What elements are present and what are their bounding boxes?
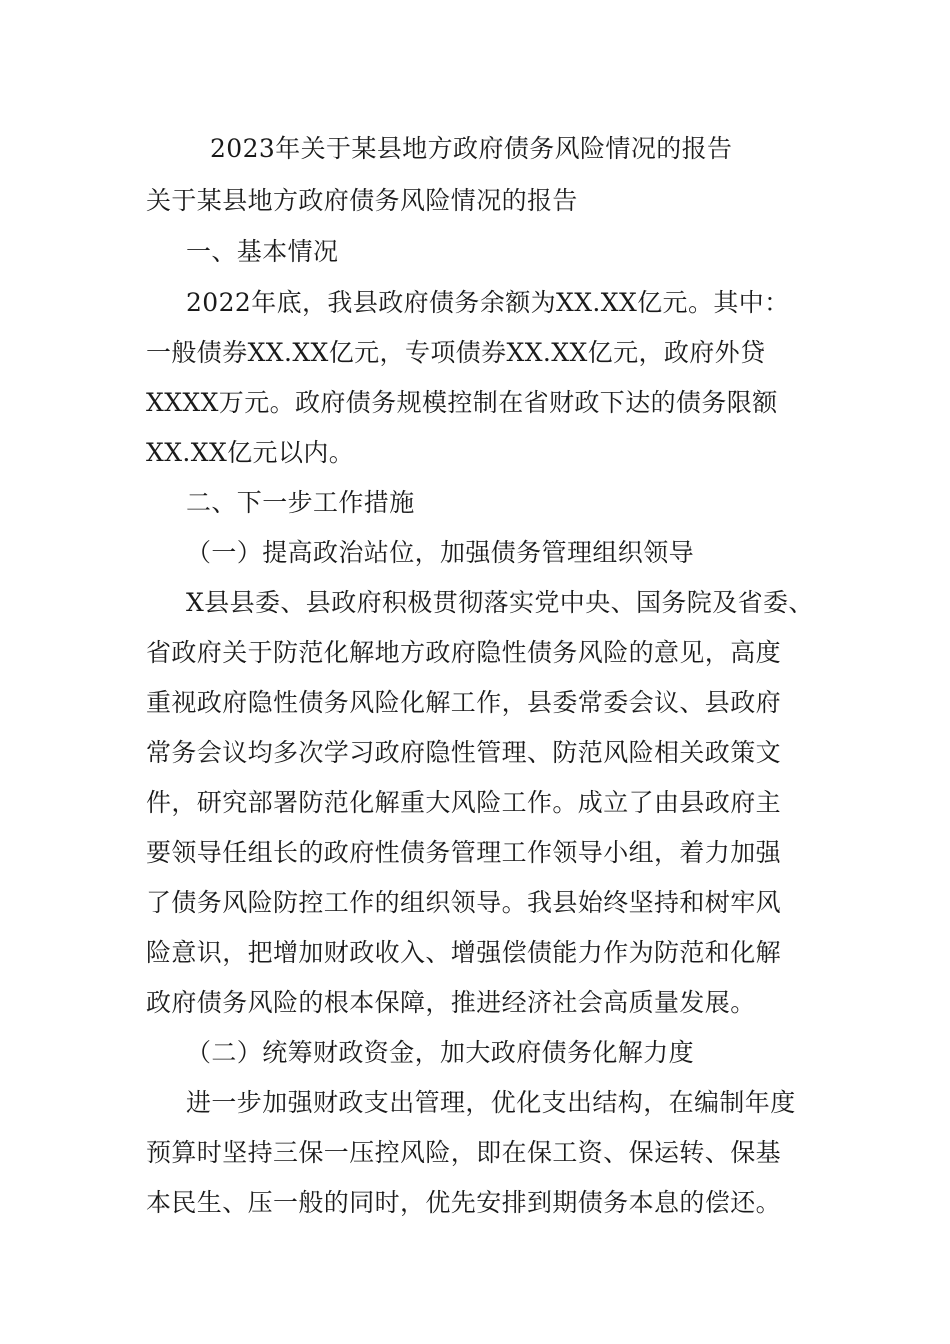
subsection1-line: 了债务风险防控工作的组织领导。我县始终坚持和树牢风 [146,888,782,917]
subsection1-line: 要领导任组长的政府性债务管理工作领导小组，着力加强 [146,838,782,867]
section2-heading: 二、下一步工作措施 [186,488,415,517]
section1-heading: 一、基本情况 [186,237,339,266]
subsection1-heading: （一）提高政治站位，加强债务管理组织领导 [186,538,695,567]
subsection1-line: 重视政府隐性债务风险化解工作，县委常委会议、县政府 [146,688,782,717]
subsection1-line: 常务会议均多次学习政府隐性管理、防范风险相关政策文 [146,738,782,767]
subsection1-line: 险意识，把增加财政收入、增强偿债能力作为防范和化解 [146,938,782,967]
section1-line: 一般债券XX.XX亿元，专项债券XX.XX亿元，政府外贷 [146,338,766,367]
subsection2-line: 本民生、压一般的同时，优先安排到期债务本息的偿还。 [146,1188,782,1217]
subsection1-line: 件，研究部署防范化解重大风险工作。成立了由县政府主 [146,788,782,817]
section1-line: XX.XX亿元以内。 [146,438,355,467]
subsection1-line: 政府债务风险的根本保障，推进经济社会高质量发展。 [146,988,756,1017]
subsection2-line: 预算时坚持三保一压控风险，即在保工资、保运转、保基 [146,1138,782,1167]
subsection2-line: 进一步加强财政支出管理，优化支出结构，在编制年度 [186,1088,796,1117]
section1-line: 2022年底，我县政府债务余额为XX.XX亿元。其中： [186,288,790,317]
subsection1-line: 省政府关于防范化解地方政府隐性债务风险的意见，高度 [146,638,782,667]
document-title: 2023年关于某县地方政府债务风险情况的报告 [210,134,733,163]
subsection1-line: X县县委、县政府积极贯彻落实党中央、国务院及省委、 [186,588,814,617]
subsection2-heading: （二）统筹财政资金，加大政府债务化解力度 [186,1038,695,1067]
section1-line: XXXX万元。政府债务规模控制在省财政下达的债务限额 [146,388,778,417]
document-subtitle: 关于某县地方政府债务风险情况的报告 [146,186,578,215]
